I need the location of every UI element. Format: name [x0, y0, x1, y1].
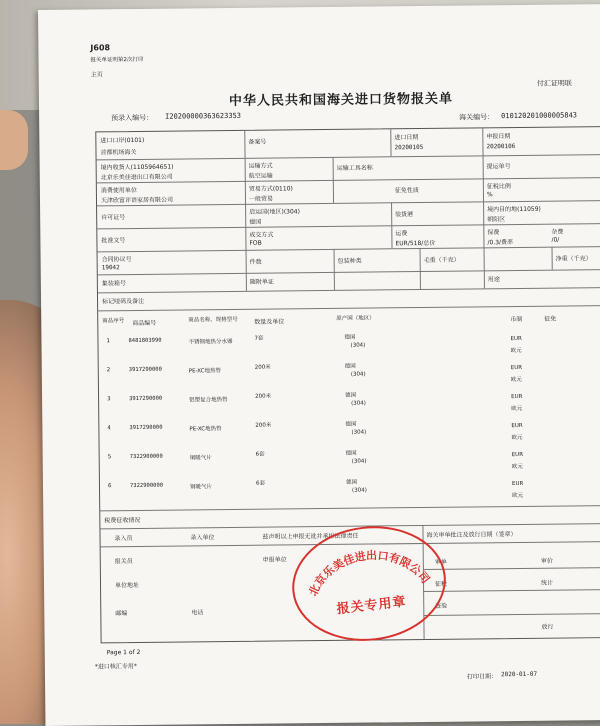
goods-row-name: 铜暖气片 — [189, 484, 213, 491]
document-title: 中华人民共和国海关进口货物报关单 — [228, 91, 454, 110]
deal-value: FOB — [249, 239, 262, 247]
bill-label: 提运单号 — [486, 163, 511, 171]
import-date-value: 20200105 — [394, 143, 424, 152]
import-date-label: 进口日期 — [394, 134, 419, 142]
deal-label: 成交方式 — [249, 231, 274, 239]
user-label: 消费使用单位 — [100, 186, 137, 195]
goods-row-code: 8481803990 — [128, 337, 162, 345]
goods-row-code: 7322900000 — [129, 482, 164, 490]
misc-label: 杂费 — [551, 228, 564, 236]
goods-row-qty: 6套 — [255, 480, 266, 487]
goods-row-no: 6 — [107, 483, 112, 490]
zip-label: 邮编 — [115, 610, 128, 618]
customs-seal-stamp — [286, 518, 452, 649]
goods-header-code: 商品编号 — [132, 319, 157, 328]
customs-number-label: 海关编号： — [459, 113, 495, 122]
exemption-label: 征免性质 — [394, 187, 419, 195]
pre-entry-label: 预录入编号： — [111, 113, 154, 123]
statistics-label: 统计 — [540, 579, 554, 587]
declare-date-value: 20200106 — [486, 143, 516, 151]
print-date: 2020-01-07 — [500, 670, 538, 679]
goods-row-currency: 欧元 — [511, 434, 523, 442]
port-load-label: 装货港 — [395, 211, 414, 219]
goods-row-name: PE-XC地热管 — [189, 426, 222, 433]
goods-header-exempt: 征免 — [544, 315, 557, 323]
gross-weight-label: 毛重（千克） — [423, 256, 460, 264]
goods-row-currency-code: EUR — [511, 393, 523, 401]
transport-label: 运输方式 — [248, 162, 273, 170]
goods-row-origin-code: (304) — [351, 458, 367, 465]
declare-unit-label: 申报单位 — [262, 556, 287, 564]
marks-label: 标记唛码及备注 — [102, 297, 145, 306]
goods-row-name: 铜暖气片 — [189, 455, 212, 462]
port-value: 首都机场海关 — [100, 148, 137, 157]
freight-label: 运费 — [395, 230, 408, 238]
pieces-label: 件数 — [249, 258, 262, 266]
thumb — [0, 110, 28, 170]
goods-row-name: 铝塑复合地热管 — [189, 397, 228, 404]
goods-row-currency: 欧元 — [510, 376, 522, 384]
goods-row-code: 7322900000 — [129, 453, 163, 461]
goods-row-no: 3 — [107, 396, 111, 403]
dest-label: 境内目的地(11059) — [487, 205, 541, 214]
goods-row-currency: 欧元 — [511, 405, 523, 413]
price-review-label: 审价 — [540, 557, 553, 565]
ratio-value: % — [486, 191, 493, 199]
stamp-bottom-text: 报关专用章 — [335, 594, 408, 618]
ratio-label: 征税比例 — [486, 183, 511, 191]
goods-row-no: 5 — [107, 454, 112, 461]
goods-row-code: 3917290000 — [129, 424, 163, 432]
net-weight-label: 净重（千克） — [555, 255, 592, 263]
goods-row-origin: 德国 — [345, 421, 357, 428]
container-label: 集装箱号 — [101, 280, 126, 288]
docs-label: 随附单证 — [249, 278, 274, 286]
usage-note: *进口核汇专用* — [94, 663, 137, 671]
goods-row-currency: 欧元 — [512, 492, 524, 500]
dest-value: 朝阳区 — [487, 216, 506, 224]
goods-row-qty: 200米 — [254, 364, 271, 371]
customs-number: 010120201000005843 — [501, 111, 578, 121]
goods-row-origin-code: (304) — [352, 487, 367, 494]
goods-row-origin-code: (304) — [350, 342, 366, 349]
entry-unit-label: 录入单位 — [190, 534, 215, 542]
goods-row-origin: 德国 — [345, 479, 358, 486]
freight-value: EUR/518/总价 — [395, 239, 436, 248]
contract-label: 合同协议号 — [101, 256, 132, 264]
goods-row-currency: 欧元 — [510, 347, 522, 355]
goods-row-currency-code: EUR — [511, 480, 524, 488]
release-label: 放行 — [541, 623, 554, 631]
stamp-arc-text — [288, 520, 450, 647]
goods-row-qty: 200米 — [255, 422, 272, 429]
declarer-label: 报关员 — [114, 558, 133, 566]
pre-entry-number: I20200000363623353 — [165, 111, 242, 121]
user-value: 天津欣富评语家居有限公司 — [100, 196, 174, 205]
page-label: 主页 — [90, 71, 103, 79]
goods-header-origin: 原产国（地区） — [336, 315, 375, 322]
svg-text:北京乐美佳进出口有限公司: 北京乐美佳进出口有限公司 — [306, 548, 432, 598]
goods-row-origin: 德国 — [344, 363, 356, 370]
print-note: 报关单证明第2次打印 — [90, 56, 144, 64]
copy-label: 付汇证明联 — [536, 79, 572, 88]
consignee-value: 北京乐美佳进出口有限公司 — [100, 173, 173, 182]
goods-row-currency-code: EUR — [511, 422, 523, 430]
insurance-value: /0.3/费率 — [487, 239, 514, 247]
approval-title: 海关审单批注及放行日期（签章） — [426, 531, 517, 539]
port-label: 进口口岸(0101) — [100, 136, 145, 145]
goods-header-currency: 币制 — [510, 315, 523, 324]
pack-label: 包装种类 — [337, 257, 362, 265]
transport-value: 航空运输 — [248, 172, 273, 180]
goods-row-no: 2 — [106, 367, 111, 374]
goods-row-origin-code: (304) — [351, 400, 366, 407]
vehicle-label: 运输工具名称 — [336, 164, 373, 172]
misc-value: /0/ — [551, 236, 560, 244]
unit-address-label: 单位地址 — [114, 581, 140, 590]
trade-label: 贸易方式(0110) — [248, 185, 293, 193]
goods-row-origin-code: (304) — [351, 429, 367, 436]
contract-value: 19042 — [101, 264, 120, 272]
use-label: 用途 — [487, 276, 500, 284]
inspect-label: 查验 — [435, 602, 448, 610]
customs-declaration-sheet — [38, 4, 600, 726]
goods-row-currency-code: EUR — [510, 364, 523, 372]
levy-label: 征税 — [434, 580, 448, 588]
entry-person-label: 录入员 — [114, 535, 133, 543]
goods-header-name: 商品名称、规格型号 — [188, 316, 238, 324]
tax-label: 税费征收情况 — [104, 516, 141, 525]
goods-row-origin-code: (304) — [350, 371, 366, 378]
goods-row-code: 3917290000 — [129, 395, 163, 403]
goods-row-origin: 德国 — [345, 392, 357, 399]
goods-row-qty: 7套 — [254, 335, 264, 342]
form-code: J608 — [90, 43, 111, 53]
goods-row-code: 3917290000 — [128, 366, 162, 374]
origin-country-label: 启运国(地区)(304) — [249, 208, 300, 216]
record-label: 备案号 — [248, 138, 267, 146]
review-doc-label: 审单 — [434, 558, 447, 566]
trade-value: 一般贸易 — [248, 195, 274, 203]
insurance-label: 保费 — [487, 229, 500, 237]
goods-row-qty: 6套 — [255, 451, 265, 458]
goods-row-origin: 德国 — [345, 450, 357, 457]
goods-row-currency-code: EUR — [511, 451, 524, 459]
goods-row-currency: 欧元 — [511, 463, 523, 471]
goods-row-origin: 德国 — [344, 334, 356, 341]
page-indicator: Page 1 of 2 — [106, 648, 141, 657]
goods-row-currency-code: EUR — [510, 335, 522, 343]
goods-header-qty: 数量及单位 — [254, 318, 285, 326]
goods-row-name: 不锈钢地热分水器 — [188, 338, 233, 346]
consignee-label: 境内收货人(1105964651) — [100, 163, 174, 172]
approval-no-label: 批准文号 — [101, 237, 126, 245]
goods-row-name: PE-XC地热管 — [188, 368, 222, 375]
print-date-label: 打印日期： — [466, 673, 498, 681]
declare-date-label: 申报日期 — [486, 133, 511, 141]
license-label: 许可证号 — [101, 214, 126, 222]
declaration-text: 兹声明以上申报无讹并承担法律责任 — [262, 532, 359, 541]
goods-row-no: 4 — [107, 425, 111, 432]
origin-country-value: 德国 — [249, 218, 262, 226]
phone-label: 电话 — [191, 609, 204, 617]
goods-row-no: 1 — [106, 338, 111, 345]
goods-row-qty: 200米 — [255, 393, 272, 400]
goods-header-no: 商品序号 — [102, 318, 125, 325]
